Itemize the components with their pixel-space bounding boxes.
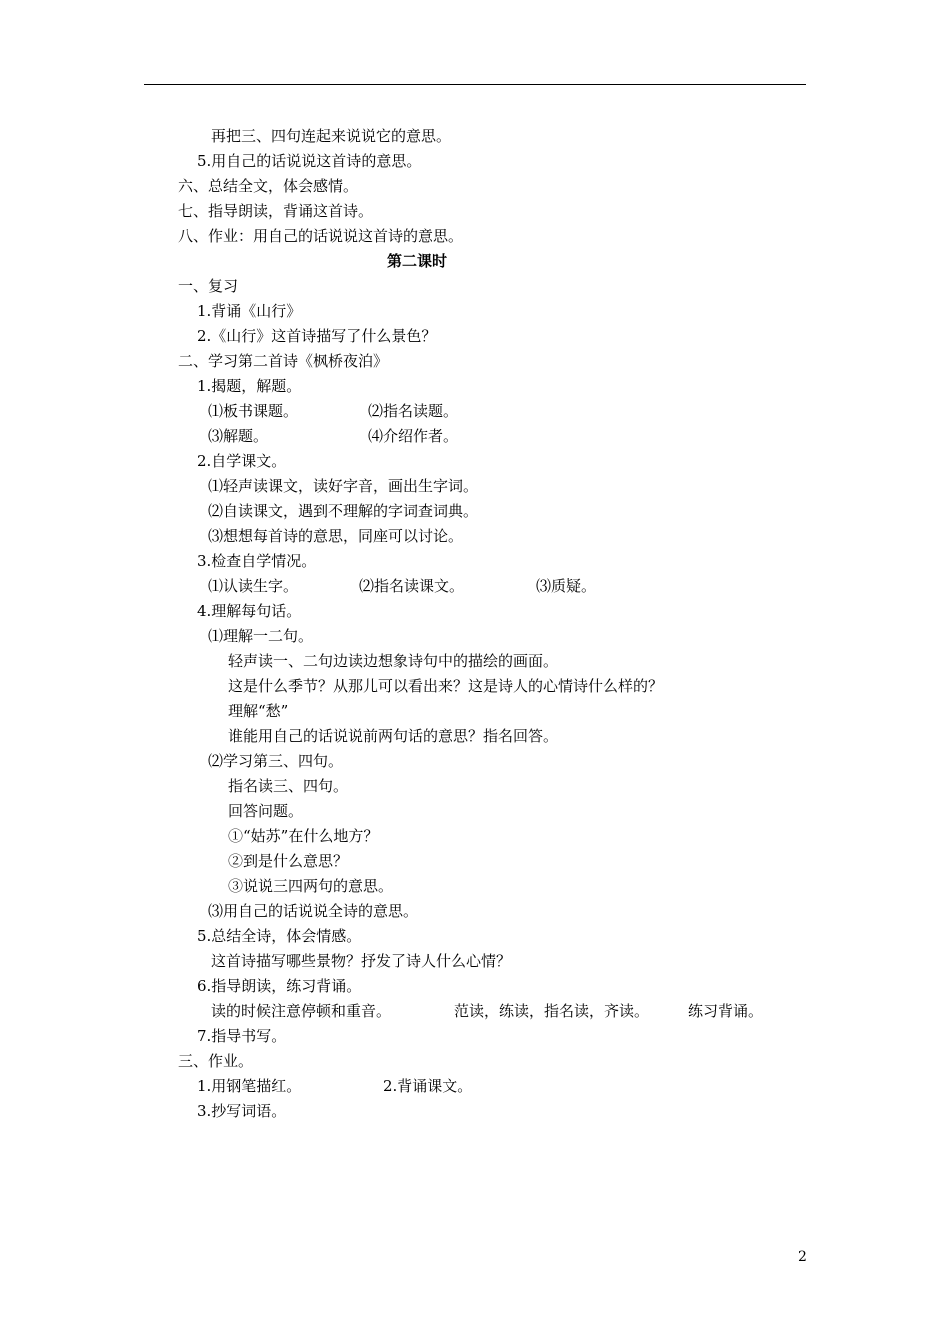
text-line: 三、作业。	[178, 1052, 254, 1070]
text-line: 一、复习	[178, 277, 239, 295]
header-rule	[144, 84, 806, 85]
text-line: ⑶用自己的话说说全诗的意思。	[208, 902, 419, 920]
text-line: 2.《山行》这首诗描写了什么景色？	[197, 327, 437, 345]
text-line: ⑴理解一二句。	[208, 627, 314, 645]
text-line: ⑴认读生字。	[208, 577, 299, 595]
text-line: 5.用自己的话说说这首诗的意思。	[197, 152, 422, 170]
text-line: 练习背诵。	[688, 1002, 764, 1020]
text-line: 4.理解每句话。	[197, 602, 302, 620]
text-line: 2.自学课文。	[197, 452, 287, 470]
text-line: ①“姑苏”在什么地方？	[228, 827, 379, 845]
text-line: 再把三、四句连起来说说它的意思。	[211, 127, 452, 145]
text-line: 1.用钢笔描红。	[197, 1077, 302, 1095]
text-line: ⑶解题。	[208, 427, 269, 445]
text-line: ⑴轻声读课文，读好字音，画出生字词。	[208, 477, 479, 495]
text-line: 八、作业：用自己的话说说这首诗的意思。	[178, 227, 464, 245]
text-line: ⑶想想每首诗的意思，同座可以讨论。	[208, 527, 464, 545]
text-line: 2.背诵课文。	[383, 1077, 473, 1095]
text-line: 范读，练读，指名读，齐读。	[454, 1002, 650, 1020]
text-line: 1.揭题，解题。	[197, 377, 302, 395]
text-line: ⑶质疑。	[536, 577, 597, 595]
text-line: 这是什么季节？从那儿可以看出来？这是诗人的心情诗什么样的？	[228, 677, 664, 695]
section-heading: 第二课时	[387, 252, 448, 270]
text-line: ⑴板书课题。	[208, 402, 299, 420]
text-line: ②到是什么意思？	[228, 852, 349, 870]
text-line: 这首诗描写哪些景物？抒发了诗人什么心情？	[211, 952, 512, 970]
page-number: 2	[798, 1249, 807, 1265]
text-line: ⑷介绍作者。	[368, 427, 459, 445]
text-line: 3.抄写词语。	[197, 1102, 287, 1120]
text-line: 理解“愁”	[228, 702, 289, 720]
text-line: 7.指导书写。	[197, 1027, 287, 1045]
text-line: ③说说三四两句的意思。	[228, 877, 394, 895]
text-line: 回答问题。	[228, 802, 304, 820]
text-line: ⑵指名读课文。	[359, 577, 465, 595]
text-line: 七、指导朗读，背诵这首诗。	[178, 202, 374, 220]
text-line: 指名读三、四句。	[228, 777, 349, 795]
text-line: 5.总结全诗，体会情感。	[197, 927, 362, 945]
text-line: 二、学习第二首诗《枫桥夜泊》	[178, 352, 389, 370]
text-line: 谁能用自己的话说说前两句话的意思？指名回答。	[228, 727, 559, 745]
text-line: 1.背诵《山行》	[197, 302, 302, 320]
text-line: 3.检查自学情况。	[197, 552, 317, 570]
text-line: ⑵指名读题。	[368, 402, 459, 420]
text-line: 六、总结全文，体会感情。	[178, 177, 359, 195]
text-line: ⑵学习第三、四句。	[208, 752, 344, 770]
text-line: ⑵自读课文，遇到不理解的字词查词典。	[208, 502, 479, 520]
text-line: 6.指导朗读，练习背诵。	[197, 977, 362, 995]
text-line: 轻声读一、二句边读边想象诗句中的描绘的画面。	[228, 652, 559, 670]
text-line: 读的时候注意停顿和重音。	[211, 1002, 392, 1020]
